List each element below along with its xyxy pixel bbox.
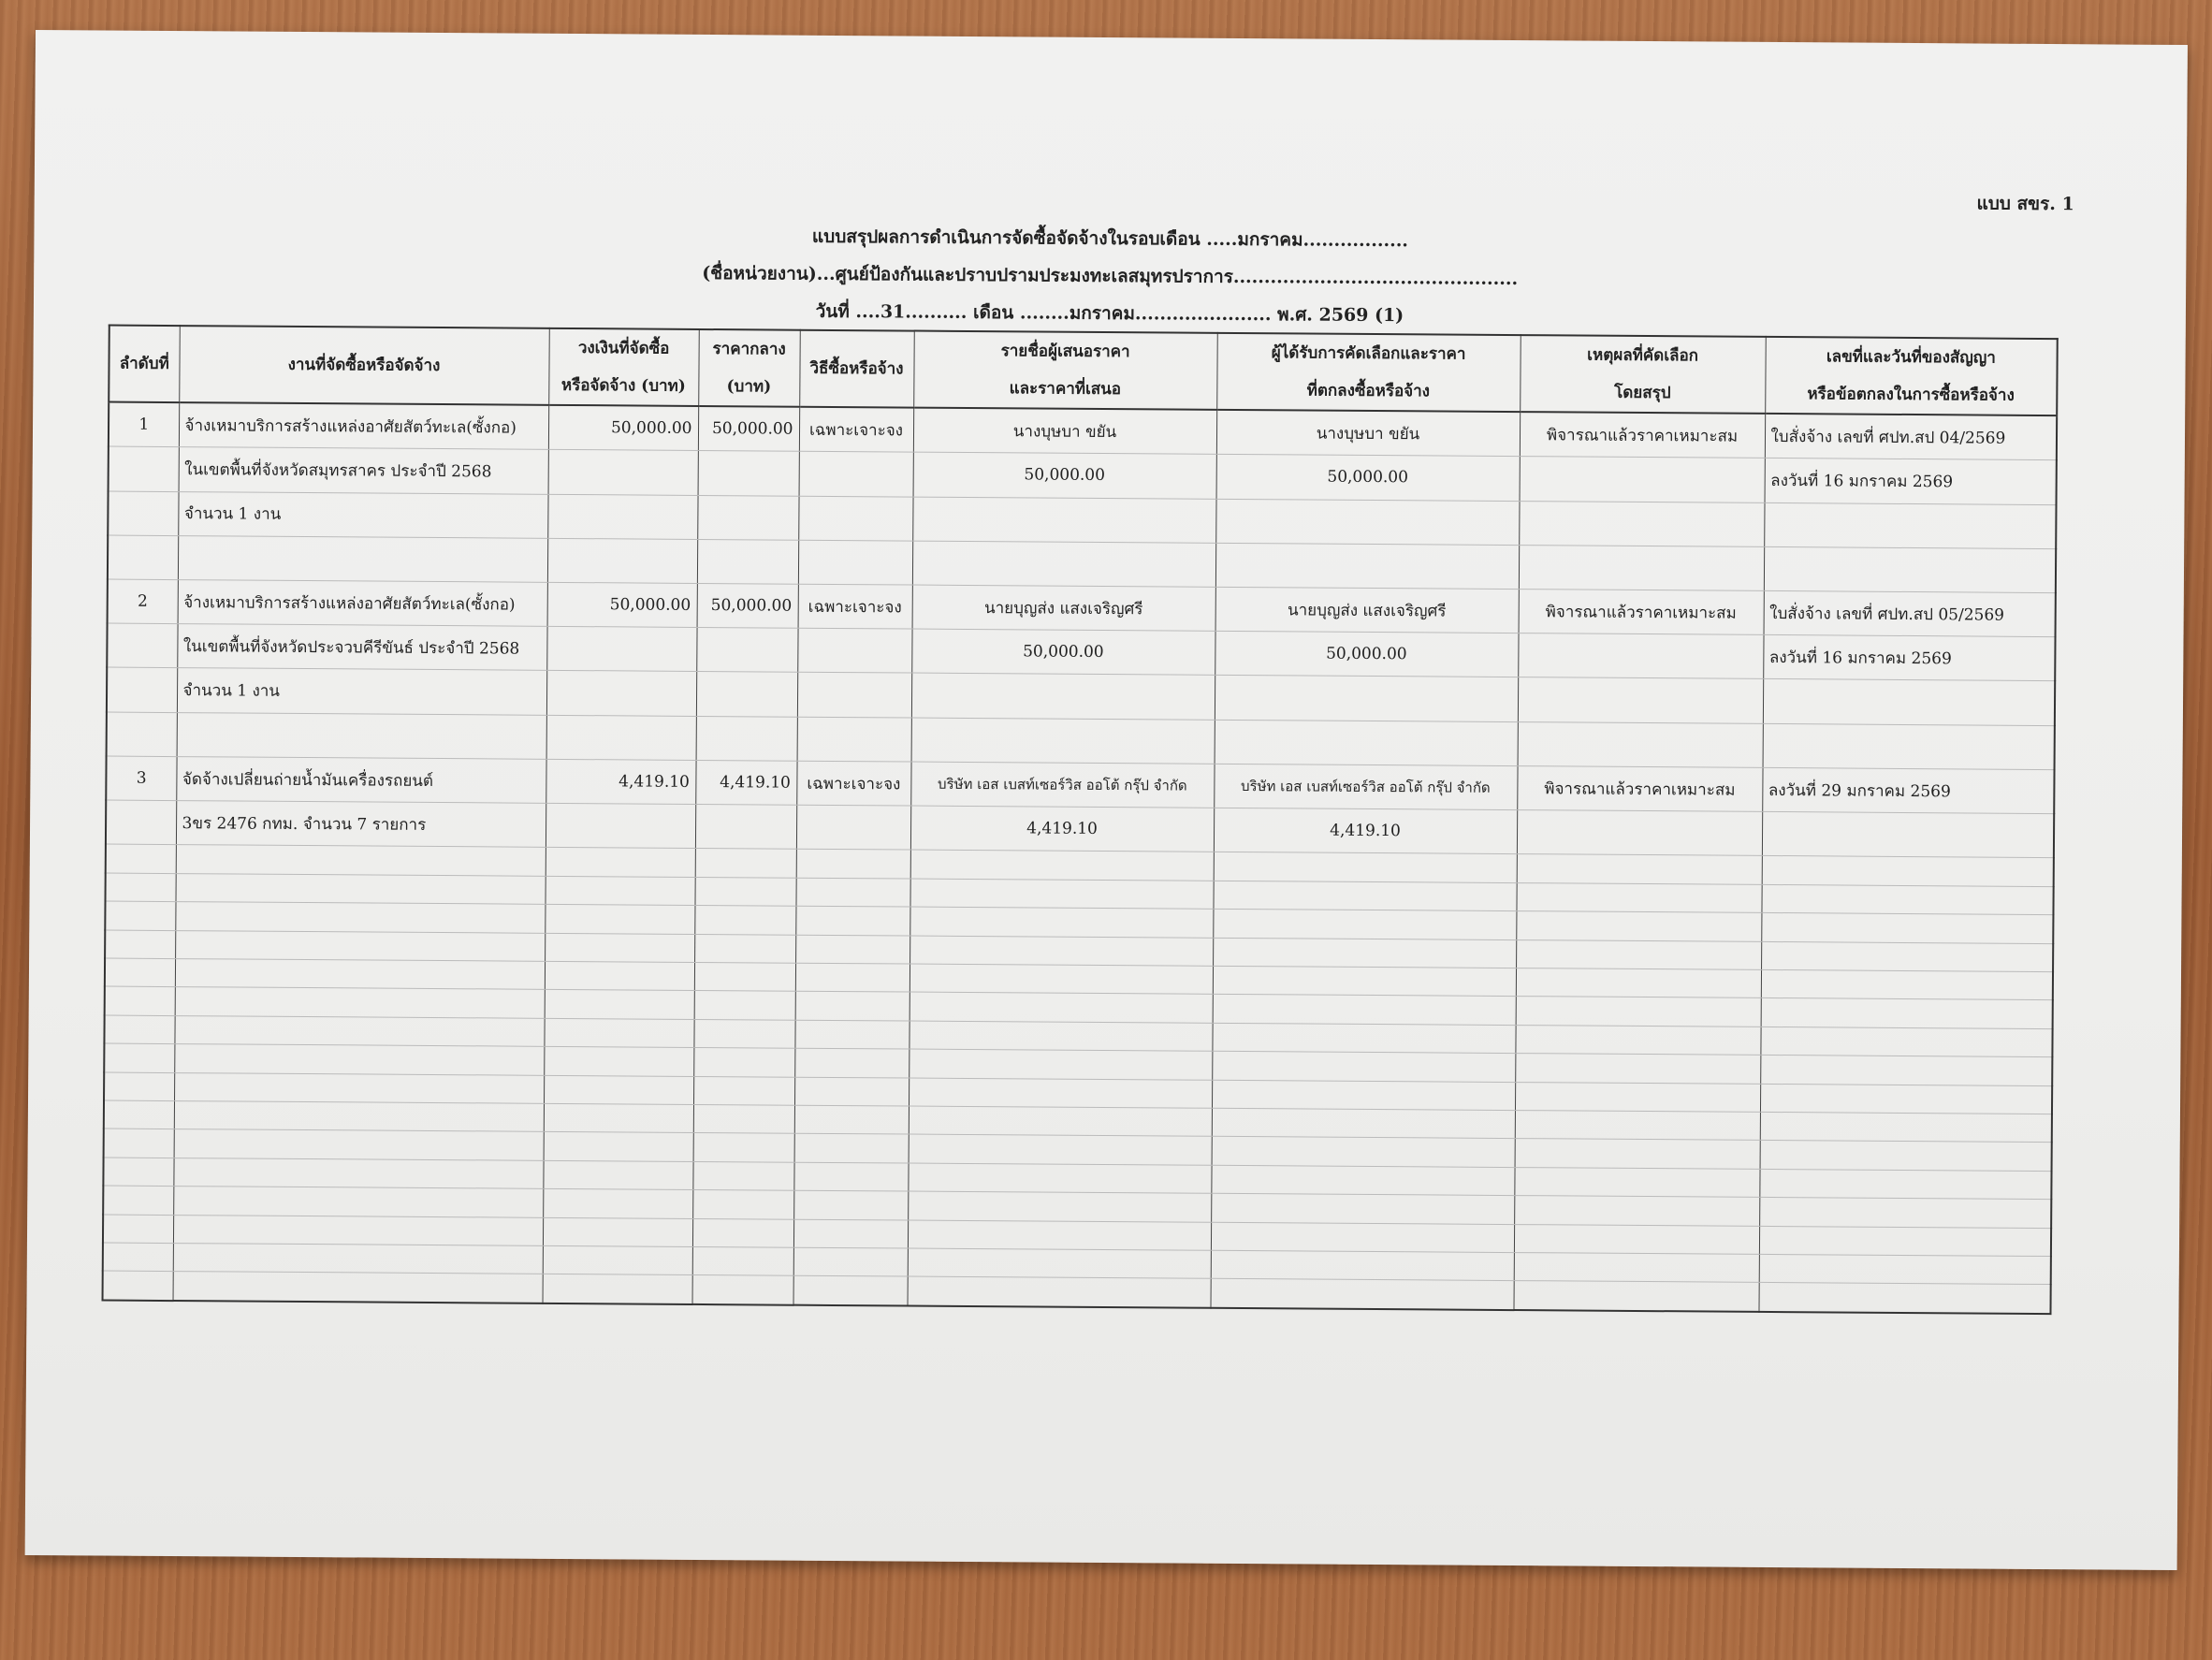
entry-winner-name: นายบุญส่ง แสงเจริญศรี [1215,587,1519,633]
entry-contract: ใบสั่งจ้าง เลขที่ ศปท.สป 04/2569 [1765,414,2057,460]
agency-name: (ชื่อหน่วยงาน)...ศูนย์ป้องกันและปราบปรามประมงทะเลสมุทรปราการ.............................................. [702,262,1519,290]
entry-bidder-price: 50,000.00 [911,629,1215,675]
entry-bidder-name: นางบุษบา ขยัน [913,408,1216,455]
entry-method: เฉพาะเจาะจง [799,407,913,453]
entry-bidder-name: บริษัท เอส เบสท์เซอร์วิส ออโต้ กรุ๊ป จำกัด [910,762,1214,808]
form-code: แบบ สขร. 1 [1976,193,2074,215]
header-bidders: รายชื่อผู้เสนอราคา และราคาที่เสนอ [913,331,1217,410]
entry-work: จ้างเหมาบริการสร้างแหล่งอาศัยสัตว์ทะเล(ซั้งกอ) [179,402,548,450]
entry-budget: 4,419.10 [546,759,695,804]
procurement-table [102,325,2059,1316]
entry-median: 50,000.00 [698,406,799,452]
entry-reason: พิจารณาแล้วราคาเหมาะสม [1519,590,1764,635]
entry-budget: 50,000.00 [547,582,697,627]
entry-winner-price: 50,000.00 [1215,632,1518,677]
entry-no: 2 [108,579,178,624]
entry-work: 3ขร 2476 กทม. จำนวน 7 รายการ [176,801,546,848]
entry-method: เฉพาะเจาะจง [798,584,912,629]
entry-work: จำนวน 1 งาน [178,491,547,538]
entry-contract: ลงวันที่ 29 มกราคม 2569 [1762,767,2054,813]
header-no: ลำดับที่ [109,326,180,403]
entry-bidder-name: นายบุญส่ง แสงเจริญศรี [912,585,1215,631]
entry-budget: 50,000.00 [548,405,698,451]
entry-work: ในเขตพื้นที่จังหวัดสมุทรสาคร ประจำปี 2568 [179,447,548,494]
entry-winner-price: 50,000.00 [1216,455,1520,501]
entry-bidder-price: 50,000.00 [913,452,1216,498]
entry-winner-price: 4,419.10 [1214,808,1517,853]
header-method: วิธีซื้อหรือจ้าง [799,330,914,408]
report-title: แบบสรุปผลการดำเนินการจัดซื้อจัดจ้างในรอบเดือน .....มกราคม................. [811,226,1409,252]
entry-reason: พิจารณาแล้วราคาเหมาะสม [1520,412,1765,459]
entry-work: จ้างเหมาบริการสร้างแหล่งอาศัยสัตว์ทะเล(ซั้งกอ) [178,580,547,627]
table-header-row [109,326,2058,416]
entry-work: จำนวน 1 งาน [177,668,546,715]
entry-contract: ลงวันที่ 16 มกราคม 2569 [1763,635,2055,681]
header-budget: วงเงินที่จัดซื้อ หรือจัดจ้าง (บาท) [548,328,699,406]
entry-median: 50,000.00 [697,583,798,628]
entry-work: จัดจ้างเปลี่ยนถ่ายน้ำมันเครื่องรถยนต์ [176,757,546,804]
entry-winner-name: นางบุษบา ขยัน [1216,410,1520,457]
entry-contract: ลงวันที่ 16 มกราคม 2569 [1765,459,2057,504]
report-date: วันที่ ....31.......... เดือน ........มกราคม...................... พ.ศ. 2569 (1) [815,300,1404,327]
header-median: ราคากลาง (บาท) [698,329,800,407]
header-contract: เลขที่และวันที่ของสัญญา หรือข้อตกลงในการซื้อหรือจ้าง [1765,337,2058,415]
entry-contract: ใบสั่งจ้าง เลขที่ ศปท.สป 05/2569 [1764,590,2056,636]
entry-median: 4,419.10 [695,760,796,805]
entry-work: ในเขตพื้นที่จังหวัดประจวบคีรีขันธ์ ประจำปี 2568 [177,624,546,671]
entry-no: 3 [106,756,176,801]
paper-sheet [25,30,2188,1570]
entry-no: 1 [109,402,179,447]
entry-reason: พิจารณาแล้วราคาเหมาะสม [1517,766,1762,812]
entry-winner-name: บริษัท เอส เบสท์เซอร์วิส ออโต้ กรุ๊ป จำกัด [1214,764,1517,809]
header-work: งานที่จัดซื้อหรือจัดจ้าง [179,326,549,405]
header-reason: เหตุผลที่คัดเลือก โดยสรุป [1520,335,1766,414]
entry-method: เฉพาะเจาะจง [796,761,910,806]
header-winner: ผู้ได้รับการคัดเลือกและราคา ที่ตกลงซื้อหรือจ้าง [1216,333,1521,412]
entry-bidder-price: 4,419.10 [910,806,1214,852]
